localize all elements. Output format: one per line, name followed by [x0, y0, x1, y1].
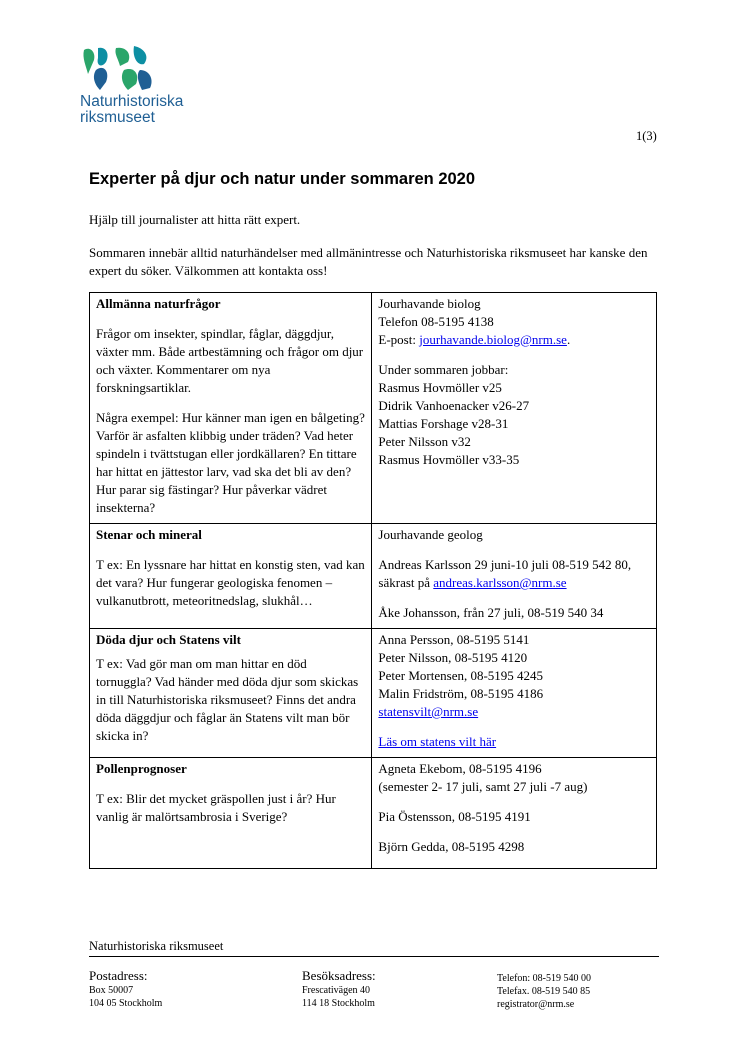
- topic-cell: [90, 758, 372, 869]
- logo: [80, 44, 190, 126]
- contact-title: Jourhavande biolog: [378, 296, 481, 311]
- contact-line: Björn Gedda, 08-5195 4298: [378, 839, 525, 854]
- contact-line: Anna Persson, 08-5195 5141: [378, 632, 530, 647]
- email-link[interactable]: andreas.karlsson@nrm.se: [433, 575, 567, 590]
- contact-cell: [372, 629, 657, 758]
- topic-heading: Pollenprognoser: [96, 761, 187, 776]
- contact-cell: [372, 758, 657, 869]
- contact-line: Åke Johansson, från 27 juli, 08-519 540 34: [378, 605, 604, 620]
- contact-line: Agneta Ekebom, 08-5195 4196: [378, 761, 542, 776]
- page-title: Experter på djur och natur under sommaren 2020: [89, 170, 476, 188]
- email-prefix: E-post:: [378, 332, 420, 347]
- table-row: [90, 293, 657, 524]
- visit-line: 114 18 Stockholm: [302, 998, 375, 1009]
- contact-line: Peter Mortensen, 08-5195 4245: [378, 668, 544, 683]
- topic-examples: T ex: En lyssnare har hittat en konstig sten, vad kan det vara? Hur fungerar geologiska fenomen – vulkanutbrott, meteoritnedslag, slukhål…: [96, 557, 365, 608]
- read-more-link[interactable]: Läs om statens vilt här: [378, 734, 497, 749]
- intro-paragraph: Sommaren innebär alltid naturhändelser med allmänintresse och Naturhistoriska riksmuseet har kanske den expert du söker. Välkommen att kontakta oss!: [89, 245, 648, 278]
- contact-line: Pia Östensson, 08-5195 4191: [378, 809, 531, 824]
- logo-text-line2: riksmuseet: [80, 109, 155, 126]
- logo-mark-icon: [80, 44, 156, 90]
- contact-line: Malin Fridström, 08-5195 4186: [378, 686, 544, 701]
- table-row: [90, 524, 657, 629]
- footer-fax: Telefax. 08-519 540 85: [497, 986, 591, 997]
- contact-email-line: [378, 331, 650, 349]
- contact-line: Andreas Karlsson 29 juni-10 juli 08-519 542 80,: [378, 557, 632, 572]
- topic-heading: Stenar och mineral: [96, 527, 202, 542]
- logo-text-line1: Naturhistoriska: [80, 93, 184, 110]
- email-prefix: säkrast på: [378, 575, 434, 590]
- footer-divider: [89, 956, 659, 957]
- topic-cell: [90, 524, 372, 629]
- topic-examples: T ex: Blir det mycket gräspollen just i år? Hur vanlig är malörtsambrosia i Sverige?: [96, 791, 336, 824]
- topic-examples: T ex: Vad gör man om man hittar en död tornuggla? Vad händer med döda djur som skickas in till Naturhistoriska riksmuseet? Finns det andra döda däggdjur och fåglar än Statens vilt man bör skicka in?: [96, 656, 359, 743]
- topic-description: Frågor om insekter, spindlar, fåglar, däggdjur, växter mm. Både artbestämning och frågor om djur och växter. Kommentarer om nya forskningsartiklar.: [96, 326, 364, 395]
- page-number: 1(3): [636, 129, 657, 143]
- postal-line: 104 05 Stockholm: [89, 998, 163, 1009]
- contact-title: Jourhavande geolog: [378, 527, 483, 542]
- staff-item: Peter Nilsson v32: [378, 434, 471, 449]
- contact-note: (semester 2- 17 juli, samt 27 juli -7 aug): [378, 779, 588, 794]
- email-suffix: .: [566, 332, 571, 347]
- footer-visit: [302, 968, 376, 1010]
- footer-phone: Telefon: 08-519 540 00: [497, 973, 592, 984]
- staff-item: Rasmus Hovmöller v25: [378, 380, 502, 395]
- topic-cell: [90, 629, 372, 758]
- staff-item: Mattias Forshage v28-31: [378, 416, 509, 431]
- footer-org: Naturhistoriska riksmuseet: [89, 939, 224, 953]
- topic-examples: Några exempel: Hur känner man igen en bålgeting? Varför är asfalten klibbig under träden? Vad heter spindeln i tvättstugan eller jordkällaren? En tittare har hittat en jättestor larv, vad ska det bli av den? Hur parar sig fästingar? Hur påverkar vädret insekterna?: [96, 410, 365, 515]
- topic-cell: [90, 293, 372, 524]
- footer-contact: [497, 972, 591, 1011]
- intro-text: Hjälp till journalister att hitta rätt expert.: [89, 212, 301, 227]
- contact-cell: [372, 293, 657, 524]
- staff-item: Rasmus Hovmöller v33-35: [378, 452, 520, 467]
- experts-table: [89, 292, 657, 869]
- footer-email: registrator@nrm.se: [497, 999, 575, 1010]
- visit-line: Frescativägen 40: [302, 985, 371, 996]
- contact-line: Peter Nilsson, 08-5195 4120: [378, 650, 528, 665]
- summer-heading: Under sommaren jobbar:: [378, 362, 509, 377]
- footer-postal: [89, 968, 162, 1010]
- contact-email-line: [378, 574, 650, 592]
- email-link[interactable]: jourhavande.biolog@nrm.se: [419, 332, 567, 347]
- topic-heading: Allmänna naturfrågor: [96, 296, 221, 311]
- table-row: [90, 629, 657, 758]
- email-link[interactable]: statensvilt@nrm.se: [378, 704, 479, 719]
- staff-item: Didrik Vanhoenacker v26-27: [378, 398, 530, 413]
- table-row: [90, 758, 657, 869]
- postal-title: Postadress:: [89, 968, 148, 983]
- topic-heading: Döda djur och Statens vilt: [96, 632, 241, 647]
- postal-line: Box 50007: [89, 985, 134, 996]
- contact-phone: Telefon 08-5195 4138: [378, 314, 494, 329]
- contact-cell: [372, 524, 657, 629]
- visit-title: Besöksadress:: [302, 968, 376, 983]
